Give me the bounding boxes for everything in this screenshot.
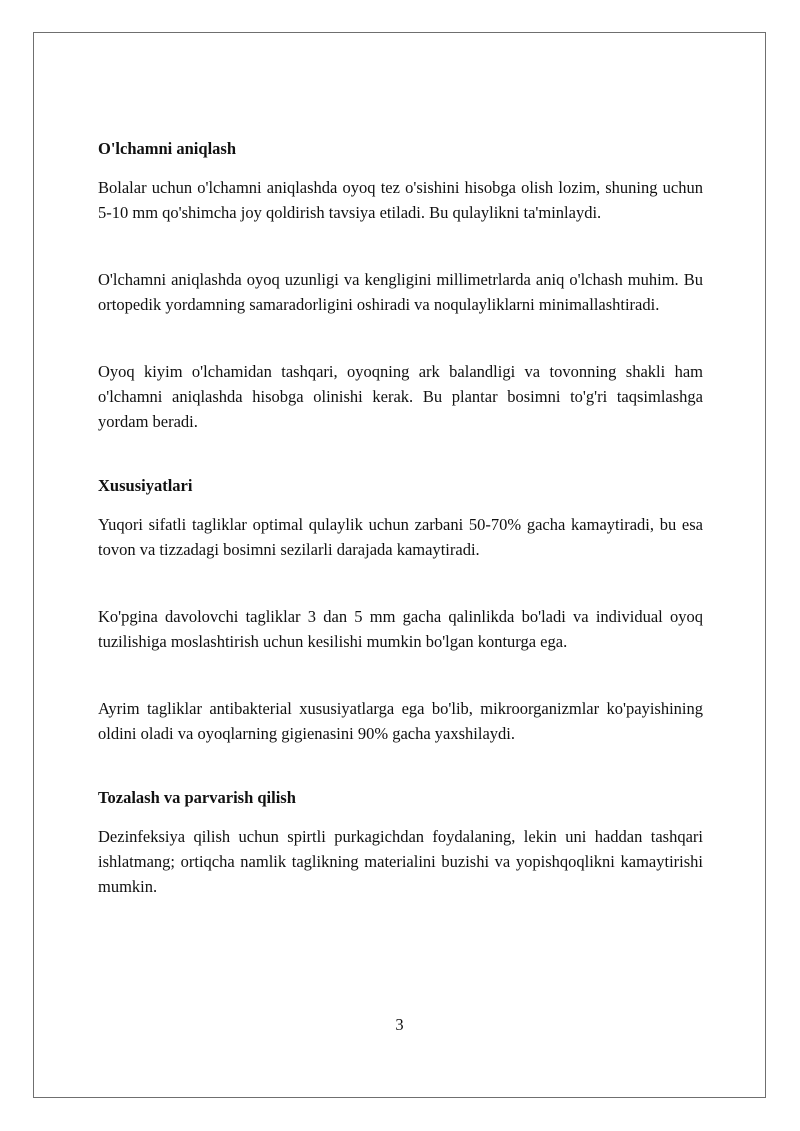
section-cleaning-care <box>98 786 703 899</box>
paragraph: Oyoq kiyim o'lchamidan tashqari, oyoqning ark balandligi va tovonning shakli ham o'lchamni aniqlashda hisobga olinishi kerak. Bu plantar bosimni to'g'ri taqsimlashga yordam beradi. <box>98 362 703 431</box>
section-heading: Xususiyatlari <box>98 476 193 495</box>
section-heading: Tozalash va parvarish qilish <box>98 788 296 807</box>
paragraph: O'lchamni aniqlashda oyoq uzunligi va kengligini millimetrlarda aniq o'lchash muhim. Bu ortopedik yordamning samaradorligini oshiradi va noqulayliklarni minimallashtiradi. <box>98 270 703 314</box>
paragraph: Yuqori sifatli tagliklar optimal qulaylik uchun zarbani 50-70% gacha kamaytiradi, bu esa tovon va tizzadagi bosimni sezilarli darajada kamaytiradi. <box>98 515 703 559</box>
paragraph: Bolalar uchun o'lchamni aniqlashda oyoq tez o'sishini hisobga olish lozim, shuning uchun 5-10 mm qo'shimcha joy qoldirish tavsiya etiladi. Bu qulaylikni ta'minlaydi. <box>98 178 703 222</box>
page-number: 3 <box>395 1015 404 1034</box>
page-content <box>98 137 703 899</box>
section-features <box>98 474 703 746</box>
paragraph: Ko'pgina davolovchi tagliklar 3 dan 5 mm gacha qalinlikda bo'ladi va individual oyoq tuzilishiga moslashtirish uchun kesilishi mumkin bo'lgan konturga ega. <box>98 607 703 651</box>
document-page <box>33 32 766 1098</box>
section-heading: O'lchamni aniqlash <box>98 139 237 158</box>
section-size-determination <box>98 137 703 434</box>
paragraph: Dezinfeksiya qilish uchun spirtli purkagichdan foydalaning, lekin uni haddan tashqari ishlatmang; ortiqcha namlik taglikning materialini buzishi va yopishqoqlikni kamaytirishi mumkin. <box>98 827 703 896</box>
paragraph: Ayrim tagliklar antibakterial xususiyatlarga ega bo'lib, mikroorganizmlar ko'payishining oldini oladi va oyoqlarning gigienasini 90% gacha yaxshilaydi. <box>98 699 703 743</box>
